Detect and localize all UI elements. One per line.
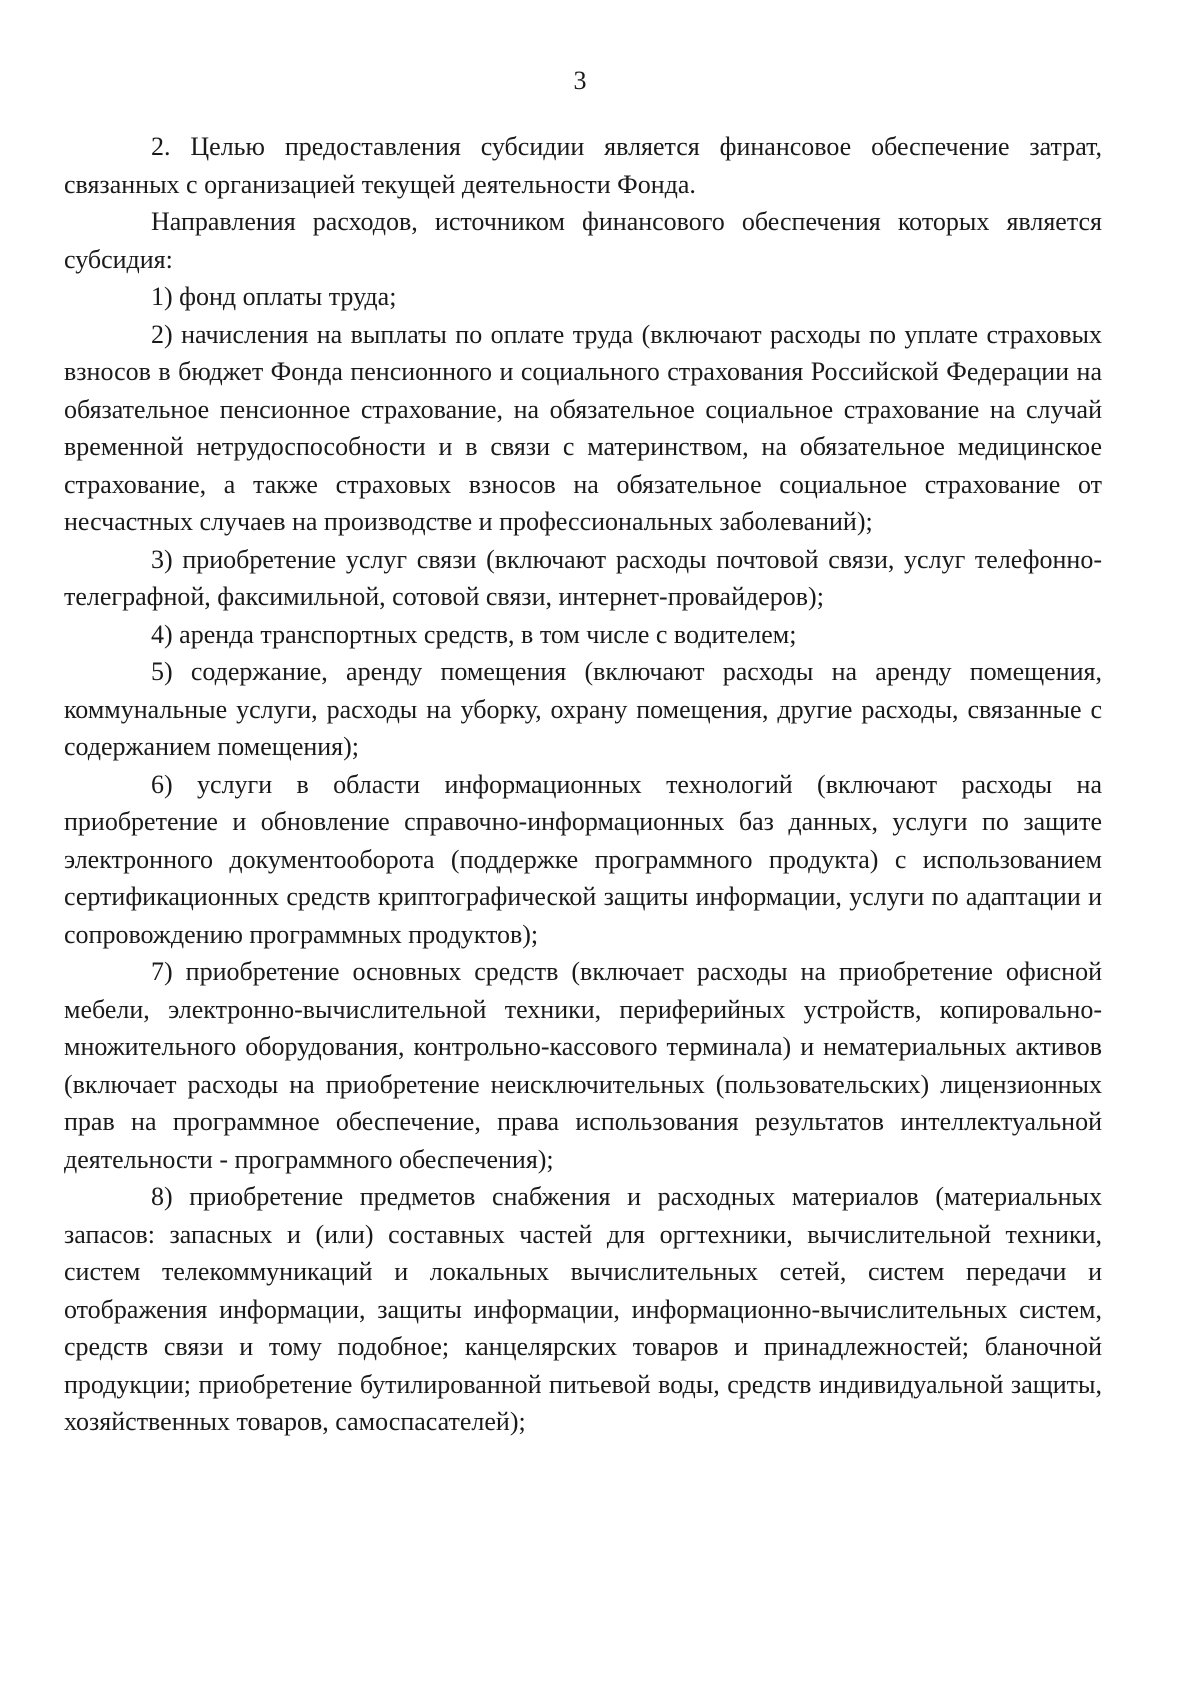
document-body bbox=[64, 128, 1102, 1441]
page-number: 3 bbox=[573, 66, 587, 95]
list-item-6-it-services: 6) услуги в области информационных технологий (включают расходы на приобретение и обновление справочно-информационных баз данных, услуги по защите электронного документооборота (поддержке программного продукта) с использованием сертификационных средств криптографической защиты информации, услуги по адаптации и сопровождению программных продуктов); bbox=[64, 769, 1102, 949]
list-item-2-payroll-charges: 2) начисления на выплаты по оплате труда (включают расходы по уплате страховых взносов в бюджет Фонда пенсионного и социального страхования Российской Федерации на обязательное пенсионное страхование, на обязательное социальное страхование на случай временной нетрудоспособности и в связи с материнством, на обязательное медицинское страхование, а также страховых взносов на обязательное социальное страхование от несчастных случаев на производстве и профессиональных заболеваний); bbox=[64, 319, 1102, 536]
list-item-5-premises: 5) содержание, аренду помещения (включают расходы на аренду помещения, коммунальные услуги, расходы на уборку, охрану помещения, другие расходы, связанные с содержанием помещения); bbox=[64, 657, 1102, 761]
list-item-8-supplies: 8) приобретение предметов снабжения и расходных материалов (материальных запасов: запасных и (или) составных частей для оргтехники, вычислительной техники, систем телекоммуникаций и локальных вычислительных сетей, систем передачи и отображения информации, защиты информации, информационно-вычислительных систем, средств связи и тому подобное; канцелярских товаров и принадлежностей; бланочной продукции; приобретение бутилированной питьевой воды, средств индивидуальной защиты, хозяйственных товаров, самоспасателей); bbox=[64, 1182, 1102, 1436]
list-item-4-vehicle-rental: 4) аренда транспортных средств, в том числе с водителем; bbox=[151, 619, 797, 649]
list-item-3-communication: 3) приобретение услуг связи (включают расходы почтовой связи, услуг телефонно-телеграфной, факсимильной, сотовой связи, интернет-провайдеров); bbox=[64, 544, 1102, 611]
paragraph-subsidy-purpose: 2. Целью предоставления субсидии является финансовое обеспечение затрат, связанных с организацией текущей деятельности Фонда. bbox=[64, 132, 1102, 199]
list-item-7-fixed-assets: 7) приобретение основных средств (включает расходы на приобретение офисной мебели, электронно-вычислительной техники, периферийных устройств, копировально-множительного оборудования, контрольно-кассового терминала) и нематериальных активов (включает расходы на приобретение неисключительных (пользовательских) лицензионных прав на программное обеспечение, права использования результатов интеллектуальной деятельности - программного обеспечения); bbox=[64, 957, 1102, 1174]
paragraph-expense-directions: Направления расходов, источником финансового обеспечения которых является субсидия: bbox=[64, 207, 1102, 274]
list-item-1-payroll: 1) фонд оплаты труда; bbox=[151, 282, 397, 311]
